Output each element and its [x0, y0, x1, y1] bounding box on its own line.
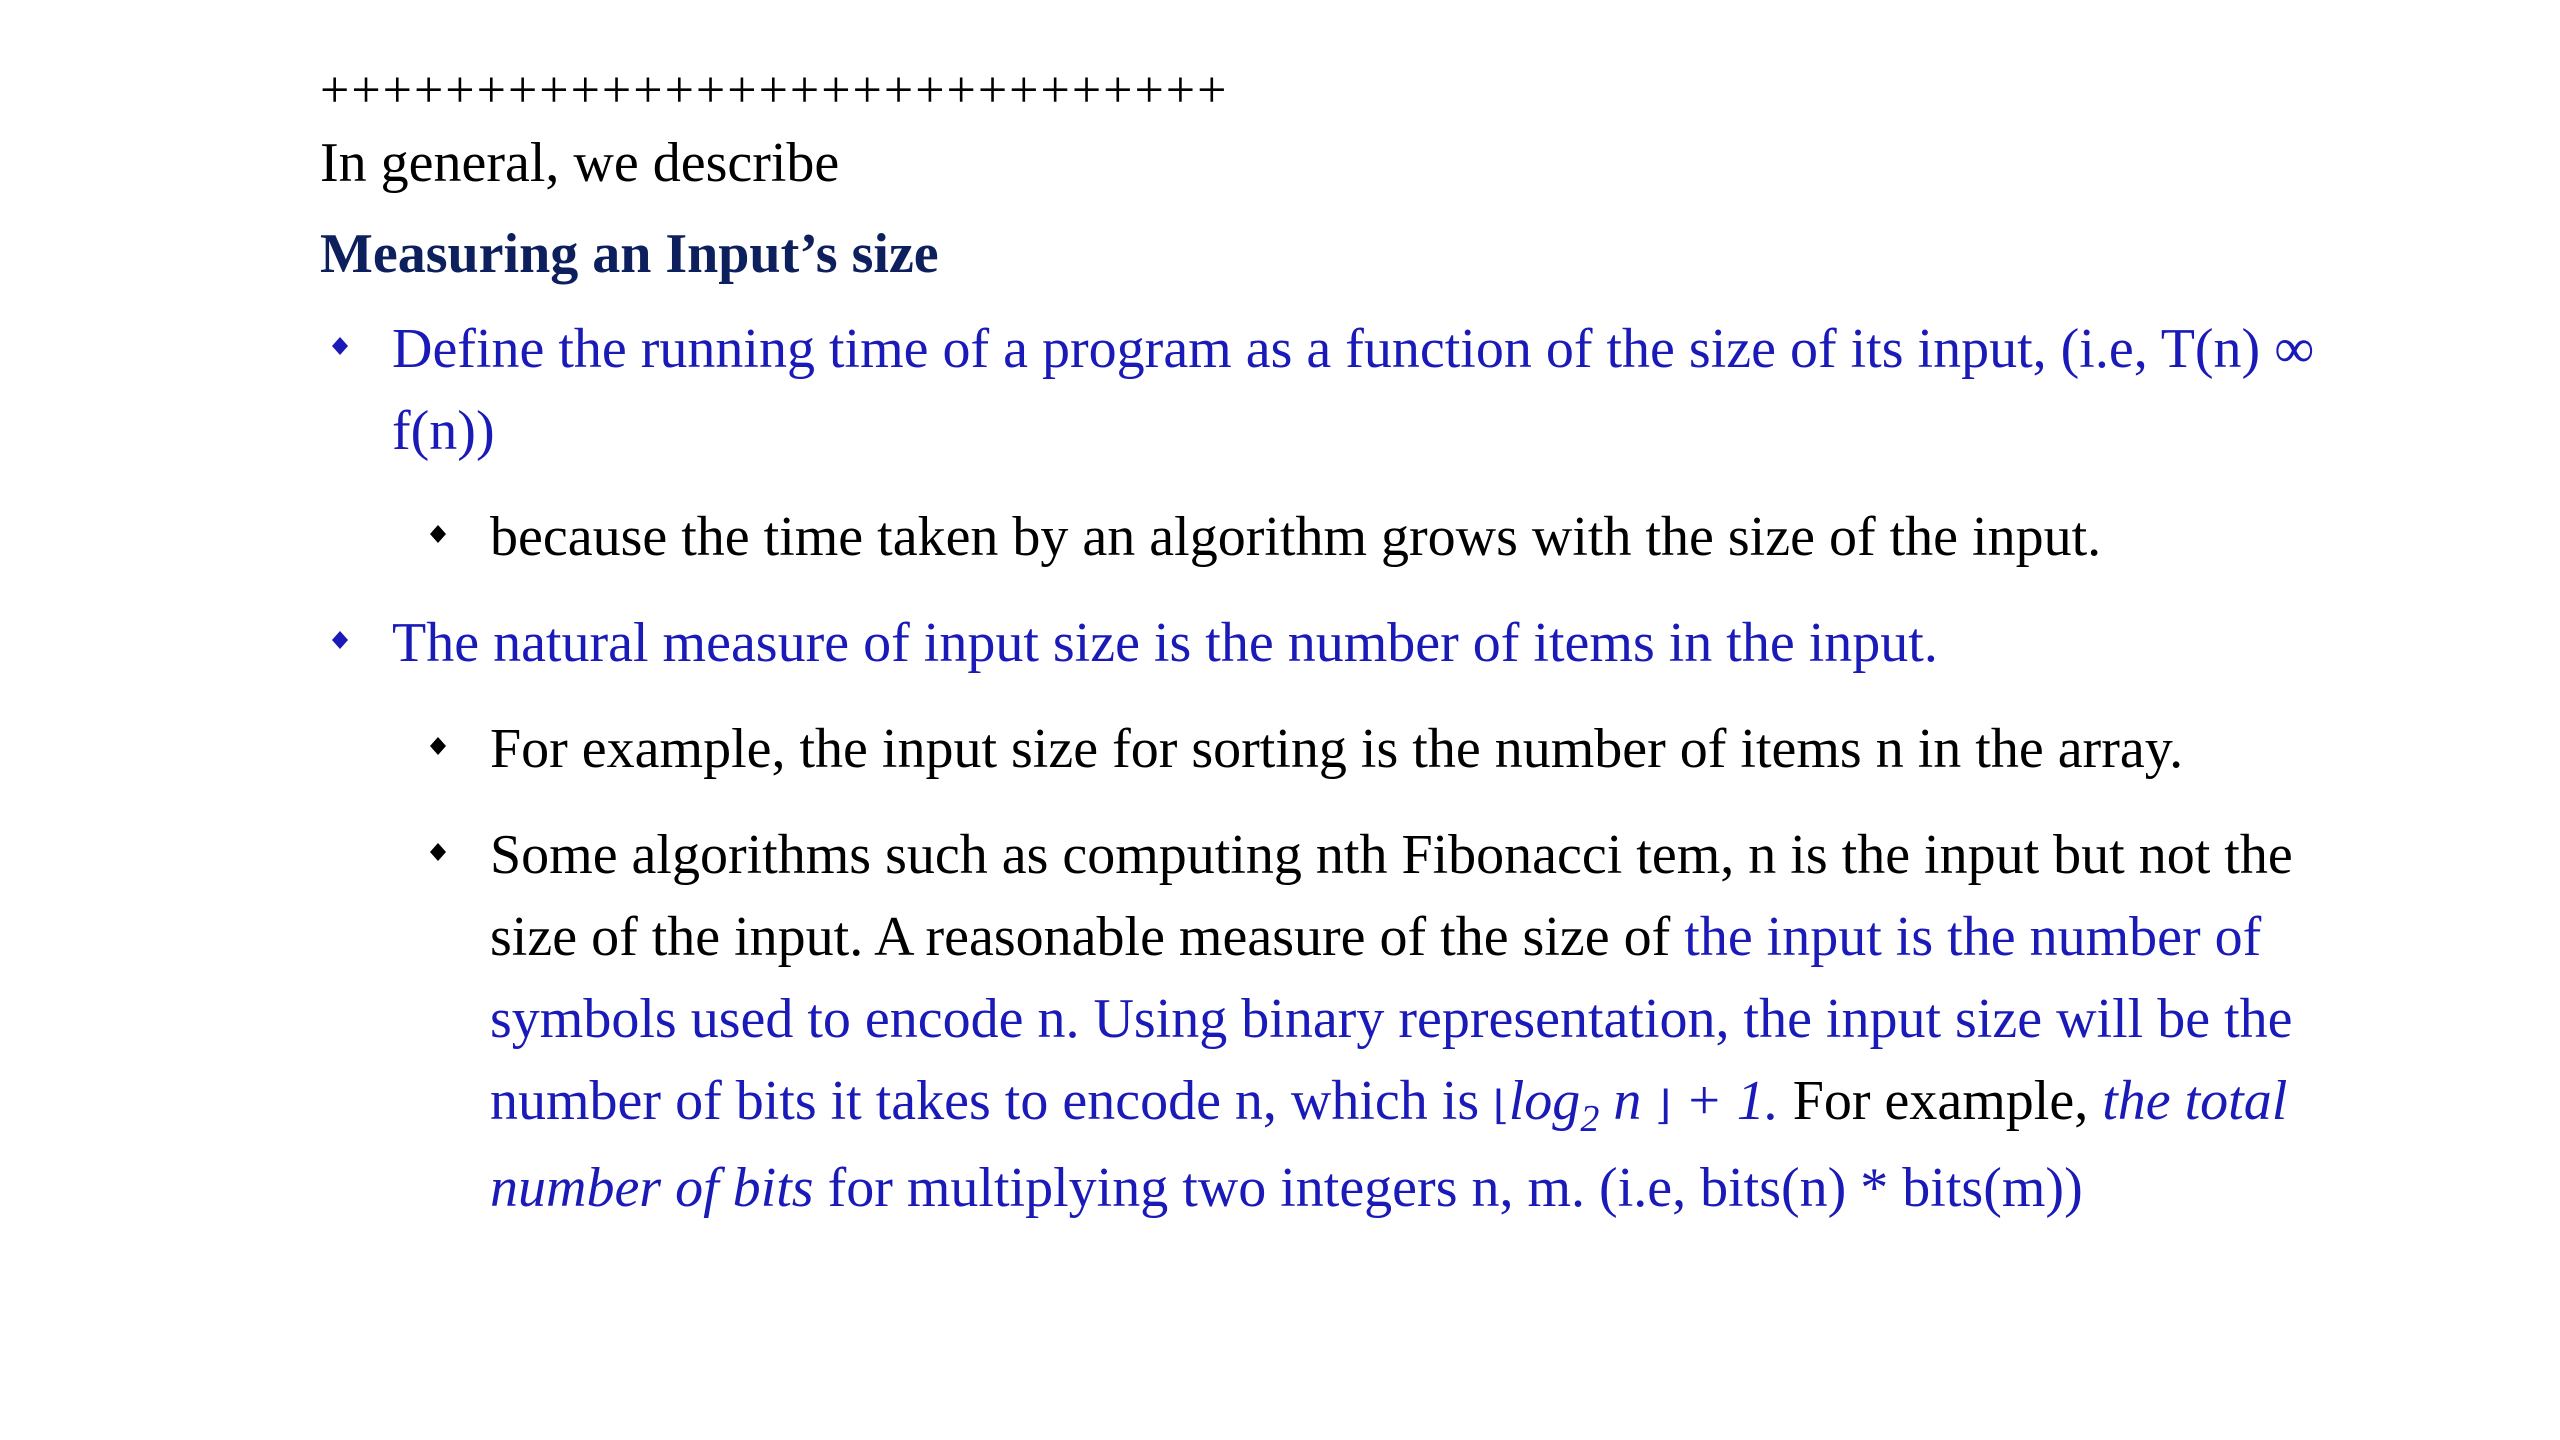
intro-text: In general, we describe	[320, 132, 840, 194]
bullet-text: because the time taken by an algorithm grows with the size of the input.	[490, 506, 2102, 568]
bullet-text-blue-tail: for multiplying two integers n, m. (i.e, bits(n) * bits(m))	[813, 1157, 2083, 1219]
list-item	[320, 814, 2320, 1229]
list-item	[320, 708, 2320, 790]
bullet-text: The natural measure of input size is the number of items in the input.	[392, 612, 1938, 674]
list-item	[320, 496, 2320, 578]
document-page	[320, 60, 2320, 1229]
diamond-bullet-icon	[418, 726, 458, 766]
diamond-bullet-icon	[418, 514, 458, 554]
diamond-bullet-icon	[320, 326, 360, 366]
bullet-text: For example, the input size for sorting is the number of items n in the array.	[490, 718, 2184, 780]
italic-phrase: the total number of bits	[490, 1070, 2288, 1219]
plus-divider: +++++++++++++++++++++++++++++	[320, 62, 1229, 119]
bullet-text-black: Some algorithms such as computing nth Fibonacci tem, n is the input but not the size of the input. A reasonable measure of the size of	[490, 824, 2293, 968]
plus-one: + 1.	[1670, 1070, 1779, 1132]
section-title: Measuring an Input’s size	[320, 223, 939, 285]
floor-right-symbol: ⌋	[1655, 1083, 1671, 1128]
floor-left-symbol: ⌊	[1493, 1083, 1509, 1128]
log-arg: n	[1613, 1070, 1642, 1132]
list-item	[320, 602, 2320, 684]
bullet-text-blue: the input is the number of symbols used to encode n. Using binary representation, the input size will be the number of bits it takes to encode n, which is	[490, 906, 2293, 1132]
log-base: 2	[1580, 1098, 1600, 1141]
diamond-bullet-icon	[418, 832, 458, 872]
diamond-bullet-icon	[320, 620, 360, 660]
bullet-text: Define the running time of a program as a function of the size of its input, (i.e, T(n) ∞ f(n))	[392, 318, 2315, 462]
list-item	[320, 308, 2320, 472]
log-text: log	[1508, 1070, 1581, 1132]
for-example-text: For example,	[1778, 1070, 2103, 1132]
